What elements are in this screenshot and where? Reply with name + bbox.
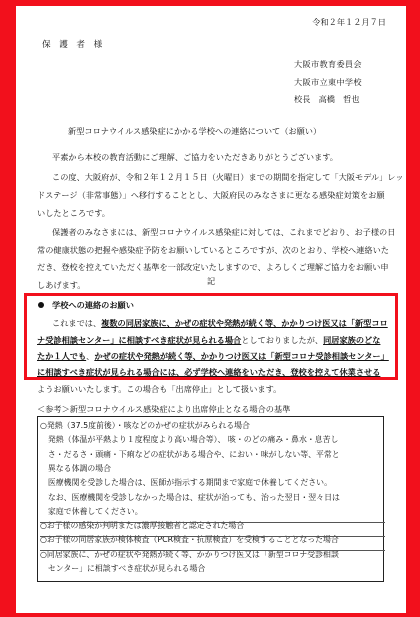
section-line2: ナ受診相談センター」に相談すべき症状が見られる場合としておりましたが、同居家族のどな [37,335,381,345]
sender-principal: 校長 高橋 哲也 [294,94,360,104]
reference-item: 家庭で休養してください。 [40,506,143,516]
reference-item: 異なる体調の場合 [40,463,112,473]
reference-item: ○お子様の感染が判明または濃厚接触者と認定された場合 [40,521,245,531]
reference-divider [40,522,385,523]
document-title: 新型コロナウイルス感染症にかかる学校への連絡について（お願い） [68,126,322,136]
section-heading [38,300,134,311]
sender-org-2: 大阪市立東中学校 [294,77,362,87]
section-heading-text: 学校への連絡のお願い [52,300,134,310]
reference-item: 発熱（体温が平熱より１度程度より高い場合等）、 咳・のどの痛み・鼻水・息苦し [40,435,339,445]
intro-p2-line2: ドステージ（非常事態）」へ移行することとし、大阪府民のみなさまに更なる感染症対策をお願 [37,190,385,200]
bullet-icon [38,302,44,308]
reference-divider [40,536,385,537]
section-line1: これまでは、複数の同居家族に、かぜの症状や発熱が続く等、かかりつけ医又は「新型コロ [52,318,388,328]
intro-p2-line1: この度、大阪府が、令和２年１２月１５日（火曜日）までの期間を指定して「大阪モデル」レッ [52,172,404,182]
reference-item: 医療機関を受診した場合は、医師が指示する期間まで家庭で休養してください。 [40,478,332,488]
ki-label: 記 [207,276,216,286]
reference-heading: ＜参考＞新型コロナウイルス感染症により出席停止となる場合の基準 [37,404,291,414]
intro-p3-line4: しあげます。 [37,280,86,290]
reference-item: ○同居家族に、かぜの症状や発熱が続く等、かかりつけ医又は「新型コロナ受診相談 [40,549,339,559]
section-line3: たか１人でも、かぜの症状や発熱が続く等、かかりつけ医又は「新型コロナ受診相談センター」 [37,351,389,361]
intro-p3-line1: 保護者のみなさまには、新型コロナウイルス感染症に対しては、これまでどおり、お子様の日 [52,227,396,237]
intro-p3-line2: 常の健康状態の把握や感染症予防をお願いしているところですが、次のとおり、学校へ連絡いた [37,245,389,255]
reference-item: センター」に相談すべき症状が見られる場合 [40,564,206,573]
section-line5: ようお願いいたします。この場合も「出席停止」として扱います。 [37,384,282,394]
sender-org-1: 大阪市教育委員会 [294,59,362,69]
intro-paragraph-1: 平素から本校の教育活動にご理解、ご協力をいただきありがとうございます。 [52,152,338,162]
document-date: 令和２年１２月７日 [312,17,386,27]
reference-item: なお、医療機関を受診しなかった場合は、症状が治っても、治った翌日・翌々日は [40,492,340,502]
intro-p3-line3: だき、登校を控えていただく基準を一部改定いたしますので、よろしくご理解ご協力をお願い申 [37,262,389,272]
reference-item: さ・だるさ・頭痛・下痢などの症状がある場合や、におい・味がしない等、平常と [40,449,340,459]
reference-item: ○発熱（37.5度前後）・咳などのかぜの症状がみられる場合 [40,421,250,430]
intro-p2-line3: いしたところです。 [37,208,110,218]
reference-divider [40,550,385,551]
section-line4: に相談すべき症状が見られる場合には、必ず学校へ連絡をいただき、登校を控えて休業させる [37,367,381,377]
addressee: 保 護 者 様 [42,40,103,50]
reference-item: ○お子様の同居家族が検体検査（PCR検査・抗原検査）を受検することとなった場合 [40,535,339,545]
